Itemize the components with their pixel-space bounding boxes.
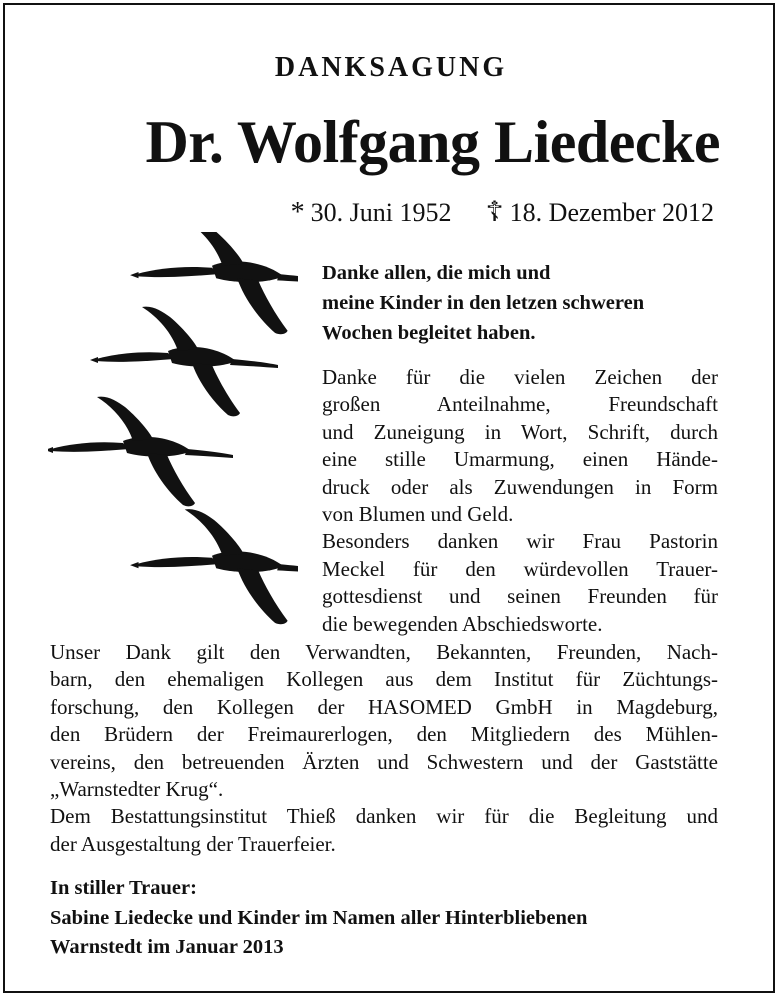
death-date: 18. Dezember 2012: [509, 198, 714, 227]
birth-date: 30. Juni 1952: [310, 198, 452, 227]
intro-line: meine Kinder in den letzen schweren: [322, 292, 645, 314]
text-line: eine stille Umarmung, einen Hände-: [322, 447, 718, 472]
text-line: Meckel für den würdevollen Trauer-: [322, 556, 718, 581]
text-line: forschung, den Kollegen der HASOMED GmbH in Magdeburg,: [50, 694, 718, 719]
text-line: der Ausgestaltung der Trauerfeier.: [50, 831, 336, 856]
intro-line: Wochen begleitet haben.: [322, 322, 536, 344]
signature-line: In stiller Trauer:: [50, 877, 197, 899]
text-line: Unser Dank gilt den Verwandten, Bekannten, Freunden, Nach-: [50, 640, 718, 664]
signature-line: Warnstedt im Januar 2013: [50, 936, 284, 958]
text-line: gottesdienst und seinen Freunden für: [322, 584, 718, 609]
text-line: Besonders danken wir Frau Pastorin: [322, 529, 718, 554]
text-line: Dem Bestattungsinstitut Thieß danken wir für die Begleitung und: [50, 804, 718, 829]
thanks-column: [322, 364, 718, 638]
signature-block: [50, 874, 730, 963]
text-line: barn, den ehemaligen Kollegen aus dem Institut für Züchtungs-: [50, 667, 718, 692]
notice-heading: DANKSAGUNG: [274, 52, 508, 83]
text-line: „Warnstedter Krug“.: [50, 777, 224, 802]
flying-cranes-icon: [48, 232, 298, 632]
thanks-paragraph: [50, 639, 718, 858]
text-line: den Brüdern der Freimaurerlogen, den Mitgliedern des Mühlen-: [50, 722, 718, 747]
text-line: die bewegenden Abschiedsworte.: [322, 611, 603, 636]
deceased-name: Dr. Wolfgang Liedecke: [145, 109, 720, 175]
text-line: Danke für die vielen Zeichen der: [322, 365, 718, 389]
text-line: druck oder als Zuwendungen in Form: [322, 474, 718, 499]
intro-line: Danke allen, die mich und: [322, 262, 551, 284]
text-line: vereins, den betreuenden Ärzten und Schwestern und der Gaststätte: [50, 749, 718, 774]
text-line: großen Anteilnahme, Freundschaft: [322, 392, 718, 417]
birth-star-icon: *: [290, 197, 305, 228]
text-line: und Zuneigung in Wort, Schrift, durch: [322, 419, 718, 444]
life-dates: [291, 195, 714, 229]
intro-text: [322, 258, 722, 348]
death-cross-icon: ☦: [485, 197, 504, 228]
signature-line: Sabine Liedecke und Kinder im Namen aller Hinterbliebenen: [50, 906, 588, 929]
text-line: von Blumen und Geld.: [322, 502, 514, 527]
